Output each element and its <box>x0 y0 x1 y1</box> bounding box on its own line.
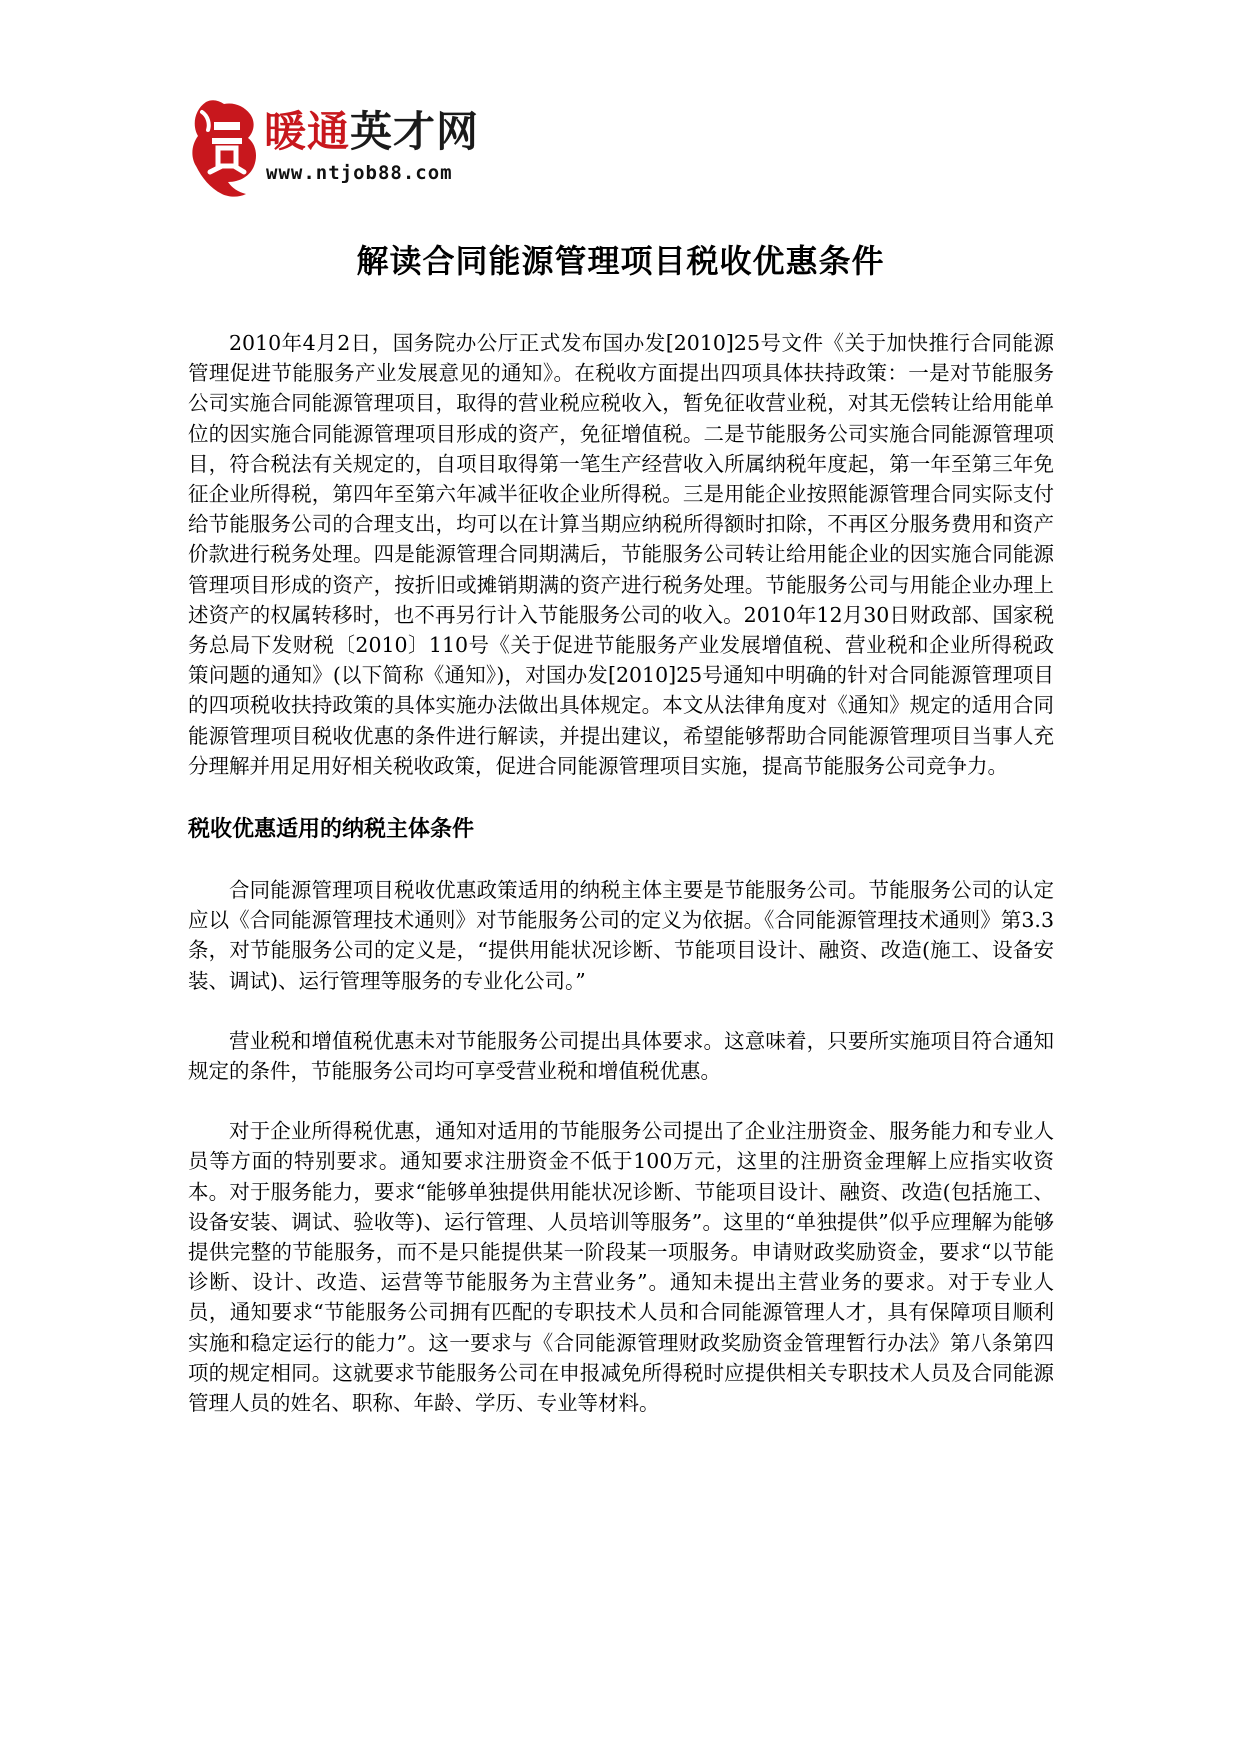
logo-emblem-icon <box>188 96 264 200</box>
logo-url[interactable]: www.ntjob88.com <box>266 162 453 184</box>
logo-name <box>264 106 479 158</box>
document-title: 解读合同能源管理项目税收优惠条件 <box>356 242 885 280</box>
paragraph-3: 对于企业所得税优惠，通知对适用的节能服务公司提出了企业注册资金、服务能力和专业人员等方面的特别要求。通知要求注册资金不低于100万元，这里的注册资金理解上应指实收资本。对于服务能力，要求“能够单独提供用能状况诊断、节能项目设计、融资、改造(包括施工、设备安装、调试、验收等)、运行管理、人员培训等服务”。这里的“单独提供”似乎应理解为能够提供完整的节能服务，而不是只能提供某一阶段某一项服务。申请财政奖励资金，要求“以节能诊断、设计、改造、运营等节能服务为主营业务”。通知未提出主营业务的要求。对于专业人员，通知要求“节能服务公司拥有匹配的专职技术人员和合同能源管理人才，具有保障项目顺利实施和稳定运行的能力”。这一要求与《合同能源管理财政奖励资金管理暂行办法》第八条第四项的规定相同。这就要求节能服务公司在申报减免所得税时应提供相关专职技术人员及合同能源管理人员的姓名、职称、年龄、学历、专业等材料。 <box>188 1119 1054 1416</box>
section-heading: 税收优惠适用的纳税主体条件 <box>188 817 475 843</box>
logo-name-dark: 英才网 <box>350 107 480 156</box>
document-body <box>188 328 1054 1418</box>
logo-name-red: 暖通 <box>264 107 351 156</box>
paragraph-1: 合同能源管理项目税收优惠政策适用的纳税主体主要是节能服务公司。节能服务公司的认定应以《合同能源管理技术通则》对节能服务公司的定义为依据。《合同能源管理技术通则》第3.3条，对节能服务公司的定义是，“提供用能状况诊断、节能项目设计、融资、改造(施工、设备安装、调试)、运行管理等服务的专业化公司。” <box>188 878 1054 993</box>
intro-paragraph: 2010年4月2日，国务院办公厅正式发布国办发[2010]25号文件《关于加快推行合同能源管理促进节能服务产业发展意见的通知》。在税收方面提出四项具体扶持政策：一是对节能服务公司实施合同能源管理项目，取得的营业税应税收入，暂免征收营业税，对其无偿转让给用能单位的因实施合同能源管理项目形成的资产，免征增值税。二是节能服务公司实施合同能源管理项目，符合税法有关规定的，自项目取得第一笔生产经营收入所属纳税年度起，第一年至第三年免征企业所得税，第四年至第六年减半征收企业所得税。三是用能企业按照能源管理合同实际支付给节能服务公司的合理支出，均可以在计算当期应纳税所得额时扣除，不再区分服务费用和资产价款进行税务处理。四是能源管理合同期满后，节能服务公司转让给用能企业的因实施合同能源管理项目形成的资产，按折旧或摊销期满的资产进行税务处理。节能服务公司与用能企业办理上述资产的权属转移时，也不再另行计入节能服务公司的收入。2010年12月30日财政部、国家税务总局下发财税〔2010〕110号《关于促进节能服务产业发展增值税、营业税和企业所得税政策问题的通知》(以下简称《通知》)，对国办发[2010]25号通知中明确的针对合同能源管理项目的四项税收扶持政策的具体实施办法做出具体规定。本文从法律角度对《通知》规定的适用合同能源管理项目税收优惠的条件进行解读，并提出建议，希望能够帮助合同能源管理项目当事人充分理解并用足用好相关税收政策，促进合同能源管理项目实施，提高节能服务公司竞争力。 <box>188 331 1054 778</box>
paragraph-2: 营业税和增值税优惠未对节能服务公司提出具体要求。这意味着，只要所实施项目符合通知规定的条件，节能服务公司均可享受营业税和增值税优惠。 <box>188 1028 1054 1084</box>
site-logo[interactable] <box>188 96 518 206</box>
